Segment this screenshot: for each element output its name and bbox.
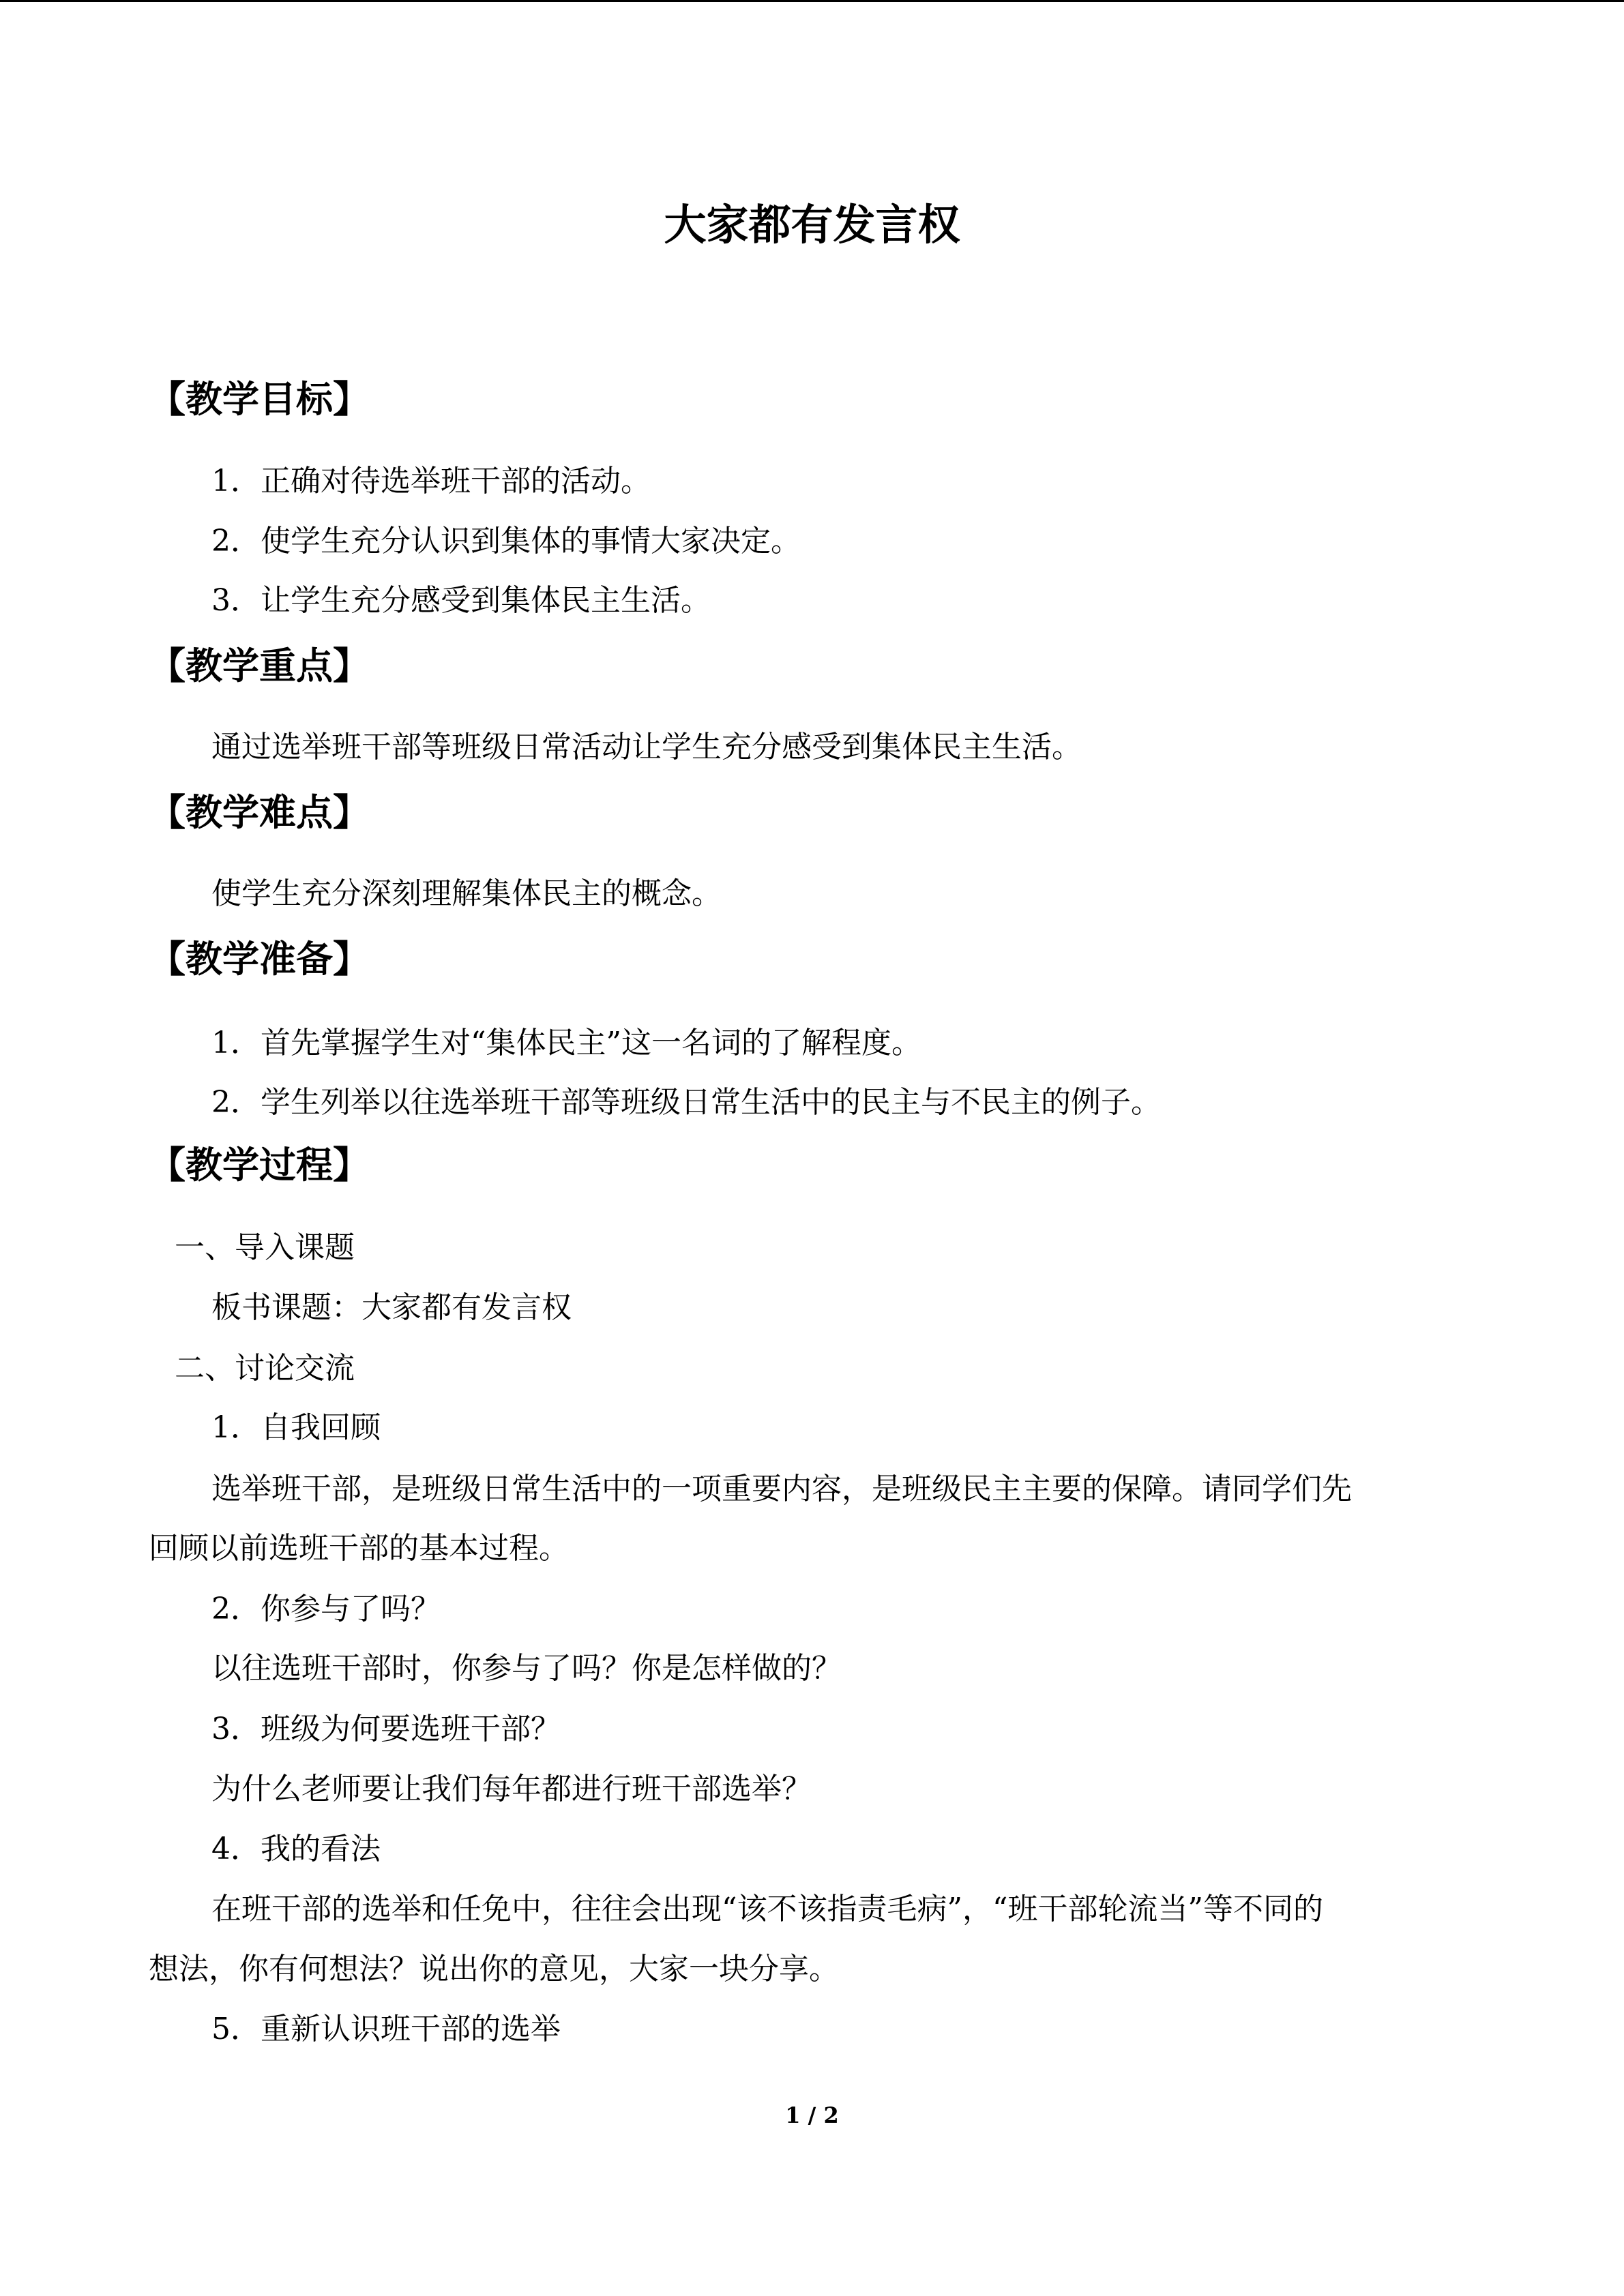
objective-item-2: 2．使学生充分认识到集体的事情大家决定。 — [211, 524, 801, 558]
section-heading-process: 【教学过程】 — [149, 1144, 370, 1187]
section-heading-preparation: 【教学准备】 — [149, 938, 370, 981]
section-heading-key-points: 【教学重点】 — [149, 644, 370, 687]
process-line-12: 在班干部的选举和任免中，往往会出现“该不该指责毛病”，“班干部轮流当”等不同的 — [211, 1892, 1323, 1926]
process-line-3: 二、讨论交流 — [175, 1351, 355, 1386]
process-line-13: 想法，你有何想法？说出你的意见，大家一块分享。 — [149, 1952, 839, 1986]
document-title: 大家都有发言权 — [664, 200, 960, 250]
objective-item-1: 1．正确对待选举班干部的活动。 — [211, 464, 651, 498]
top-border-rule — [0, 0, 1624, 2]
process-line-8: 以往选班干部时，你参与了吗？你是怎样做的？ — [211, 1651, 842, 1686]
process-line-5: 选举班干部，是班级日常生活中的一项重要内容，是班级民主主要的保障。请同学们先 — [211, 1472, 1352, 1506]
process-line-2: 板书课题：大家都有发言权 — [211, 1290, 572, 1325]
preparation-item-2: 2．学生列举以往选举班干部等班级日常生活中的民主与不民主的例子。 — [211, 1085, 1161, 1120]
section-heading-objectives: 【教学目标】 — [149, 378, 370, 421]
difficulties-text: 使学生充分深刻理解集体民主的概念。 — [211, 876, 722, 911]
process-line-10: 为什么老师要让我们每年都进行班干部选举？ — [211, 1772, 812, 1806]
process-line-7: 2．你参与了吗？ — [211, 1592, 441, 1626]
process-line-9: 3．班级为何要选班干部？ — [211, 1712, 561, 1746]
process-line-6: 回顾以前选班干部的基本过程。 — [149, 1531, 569, 1566]
process-line-11: 4．我的看法 — [211, 1832, 381, 1866]
key-points-text: 通过选举班干部等班级日常活动让学生充分感受到集体民主生活。 — [211, 730, 1082, 764]
page-number: 1 / 2 — [785, 2102, 839, 2128]
objective-item-3: 3．让学生充分感受到集体民主生活。 — [211, 583, 711, 618]
process-line-1: 一、导入课题 — [175, 1230, 355, 1265]
section-heading-difficulties: 【教学难点】 — [149, 791, 370, 834]
preparation-item-1: 1．首先掌握学生对“集体民主”这一名词的了解程度。 — [211, 1026, 921, 1060]
process-line-4: 1．自我回顾 — [211, 1410, 381, 1445]
process-line-14: 5．重新认识班干部的选举 — [211, 2012, 561, 2046]
